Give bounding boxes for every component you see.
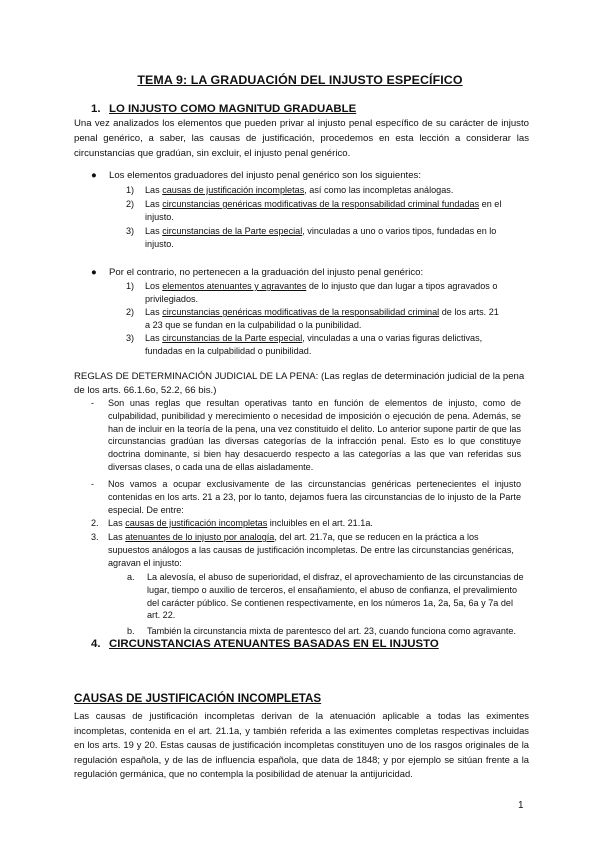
reglas-heading: REGLAS DE DETERMINACIÓN JUDICIAL DE LA PENA: (Las reglas de determinación judicial de la pena de los arts. 66.1.6o, 52.2, 66 bis.) (74, 371, 525, 396)
section-1-title: LO INJUSTO COMO MAGNITUD GRADUABLE (109, 103, 357, 115)
bullet-icon: ● (91, 170, 97, 181)
page-title: TEMA 9: LA GRADUACIÓN DEL INJUSTO ESPECÍFICO (137, 73, 463, 87)
bullet-icon: ● (91, 267, 97, 278)
causas-heading: CAUSAS DE JUSTIFICACIÓN INCOMPLETAS (74, 692, 322, 705)
section-4-heading (91, 638, 439, 650)
section-4-number: 4. (91, 638, 101, 650)
intro-paragraph: Una vez analizados los elementos que pueden privar al injusto penal específico de su carácter de injusto penal genérico, a saber, las causas de justificación, procedemos en esta lección a considerar las circunstancias que gradúan, sin excluir, el injusto penal genérico. (74, 118, 529, 159)
section-1-number: 1. (91, 103, 101, 115)
bullet-no-pertenecen (91, 265, 423, 280)
bullet-graduadores (91, 168, 421, 183)
page-number: 1 (518, 800, 524, 811)
document-page: TEMA 9: LA GRADUACIÓN DEL INJUSTO ESPECÍFICO 1. LO INJUSTO COMO MAGNITUD GRADUABLE Una vez analizados los elementos que pueden privar al injusto penal específico de su carácter de injusto penal genérico, a saber, las causas de justificación, procedemos en esta lección a considerar las circunstancias que gradúan, sin excluir, el injusto penal genérico. ● Los elementos graduadores del injusto penal genérico son los siguientes: 1) Las causas de justificación incompletas, así como las incompletas análogas. 2) Las circunstancias genéricas modificativas de la responsabilidad criminal fundadas en el injusto. 3) Las circunstancias de la Parte especial, vinculadas a uno o varios tipos, fundadas en lo injusto. ● Por el contrario, no pertenecen a la graduación del injusto penal genérico: 1) Los elementos atenuantes y agravantes de lo injusto que dan lugar a tipos agravados o privilegiados. 2) Las circunstancias genéricas modificativas de la responsabilidad criminal de los arts. 21 a 23 que se fundan en la culpabilidad o la punibilidad. 3) Las circunstancias de la Parte especial, vinculadas a una o varias figuras delictivas, fundadas en la culpabilidad o punibilidad. REGLAS DE DETERMINACIÓN JUDICIAL DE LA PENA: (Las reglas de determinación judicial de la pena de los arts. 66.1.6o, 52.2, 66 bis.) - Son unas reglas que resultan operativas tanto en función de elementos de injusto, como de culpabilidad, punibilidad y merecimiento o necesidad de imposición o ejecución de pena. Además, se han de incluir en la teoría de la pena, una vez constituido el delito. Lo anterior supone partir de que las circunstancias gradúan las diversas categorías de la infracción penal. Esto es lo que constituye doctrina dominante, si bien hay desacuerdo respecto a las categorías a las que van referidas sus diversas clases, o cada una de ellas aisladamente. - Nos vamos a ocupar exclusivamente de las circunstancias genéricas pertenecientes el injusto contenidas en los arts. 21 a 23, por lo tanto, dejamos fuera las circunstancias de lo injusto de la Parte especial. De entre: 2. Las causas de justificación incompletas incluibles en el art. 21.1a. 3. Las atenuantes de lo injusto por analogía, del art. 21.7a, que se reducen en la práctica a los supuestos análogos a las causas de justificación incompletas. De entre las circunstancias genéricas, agravan el injusto: a. La alevosía, el abuso de superioridad, el disfraz, el aprovechamiento de las circunstancias de lugar, tiempo o auxilio de terceros, el ensañamiento, el abuso de confianza, el prevalimiento del carácter público. Se contienen respectivamente, en los números 1a, 2a, 5a, 6a y 7a del art. 22. b. También la circunstancia mixta de parentesco del art. 23, cuando funciona como agravante. 4. CIRCUNSTANCIAS ATENUANTES BASADAS EN EL INJUSTO CAUSAS DE JUSTIFICACIÓN INCOMPLETAS Las causas de justificación incompletas derivan de la atenuación aplicable a todas las eximentes incompletas, contenida en el art. 21.1a, y también referida a las eximentes completas respectivas incluidas en los arts. 19 y 20. Estas causas de justificación incompletas constituyen uno de los rasgos originales de la regulación española, y de las de influencia española, que data de 1848; y por ejemplo se sitúan frente a la regulación germánica, que no contempla la posibilidad de atenuar la antijuricidad. 1 (0, 0, 600, 848)
section-4-title: CIRCUNSTANCIAS ATENUANTES BASADAS EN EL INJUSTO (109, 638, 439, 650)
bullet-text: Los elementos graduadores del injusto penal genérico son los siguientes: (109, 170, 421, 181)
section-1-heading (91, 103, 356, 115)
bullet-text: Por el contrario, no pertenecen a la graduación del injusto penal genérico: (109, 267, 424, 278)
causas-paragraph: Las causas de justificación incompletas derivan de la atenuación aplicable a todas las eximentes incompletas, contenida en el art. 21.1a, y también referida a las eximentes completas respectivas incluidas en los arts. 19 y 20. Estas causas de justificación incompletas constituyen uno de los rasgos originales de la regulación española, y de las de influencia española, que data de 1848; y por ejemplo se sitúan frente a la regulación germánica, que no contempla la posibilidad de atenuar la antijuricidad. (74, 710, 529, 780)
